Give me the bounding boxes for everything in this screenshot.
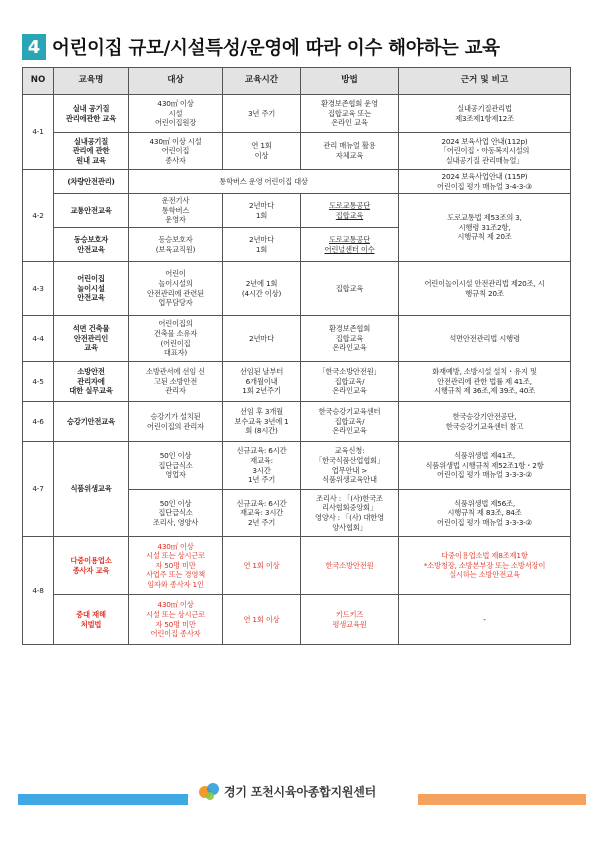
table-row	[23, 262, 571, 316]
edu-target: 어린이집의 건축물 소유자 (어린이집 대표자)	[129, 316, 223, 362]
edu-target: 430㎡ 이상 시설 어린이집원장	[129, 95, 223, 133]
table-row	[23, 95, 571, 133]
edu-basis: 식품위생법 제56조, 시행규칙 제 83조, 84조 어린이집 평가 매뉴얼 3-3-3-②	[399, 490, 571, 537]
edu-time: 연 1회 이상	[223, 537, 301, 595]
edu-basis: 도로교통법 제53조의 3, 시행령 31조2항, 시행규칙 제 20조	[399, 194, 571, 262]
edu-method: 한국소방안전원	[301, 537, 399, 595]
footer-logo	[198, 780, 376, 802]
edu-time: 선임 후 3개월 보수교육 3년에 1 회 (8시간)	[223, 402, 301, 442]
edu-time: 2년에 1회 (4시간 이상)	[223, 262, 301, 316]
col-header-name: 교육명	[54, 68, 129, 95]
edu-target: 어린이 놀이시설의 안전관리에 관련된 업무담당자	[129, 262, 223, 316]
row-no: 4-6	[23, 402, 54, 442]
edu-basis: 다중이용업소법 제8조제1항 *소방청장, 소방본부장 또는 소방서장이 실시하는 소방안전교육	[399, 537, 571, 595]
page-title: 어린이집 규모/시설특성/운영에 따라 이수 해야하는 교육	[52, 38, 500, 59]
table-row	[23, 442, 571, 490]
edu-basis: 실내공기질관리법 제3조제1항제12조	[399, 95, 571, 133]
edu-basis: 한국승강기안전공단, 한국승강기교육센터 참고	[399, 402, 571, 442]
row-no: 4-5	[23, 362, 54, 402]
table-row	[23, 316, 571, 362]
edu-method: 교육신청: 「한국식품산업협회」 업무안내 > 식품위생교육안내	[301, 442, 399, 490]
edu-method: 집합교육	[301, 262, 399, 316]
edu-target: 소방관서에 선임 신 고된 소방안전 관리자	[129, 362, 223, 402]
row-no: 4-8	[23, 537, 54, 645]
edu-method: 조리사 : 「(사)한국조 리사협회중앙회」 영양사 : 「(사) 대한영 양사협회」	[301, 490, 399, 537]
col-header-basis: 근거 및 비고	[399, 68, 571, 95]
edu-basis: 어린이놀이시설 안전관리법 제20조, 시 행규칙 20조	[399, 262, 571, 316]
edu-method: 한국승강기교육센터 집합교육/ 온라인교육	[301, 402, 399, 442]
edu-basis: 2024 보육사업안내 (115P) 어린이집 평가 매뉴얼 3-4-3-③	[399, 170, 571, 194]
row-no: 4-4	[23, 316, 54, 362]
edu-time: 선임된 날부터 6개월이내 1회 2년주기	[223, 362, 301, 402]
edu-name: (차량안전관리)	[54, 170, 129, 194]
edu-time: 신규교육: 6시간 재교육: 3시간 2년 주기	[223, 490, 301, 537]
edu-name: 실내공기질 관리에 관한 원내 교육	[54, 133, 129, 170]
edu-target: 430㎡ 이상 시설 또는 상시근로 자 50명 미만 사업주 또는 경영책 임자와 종사자 1인	[129, 537, 223, 595]
row-no: 4-7	[23, 442, 54, 537]
edu-method: 「한국소방안전원」 집합교육/ 온라인교육	[301, 362, 399, 402]
table-row	[23, 537, 571, 595]
edu-target: 50인 이상 집단급식소 조리사, 영양사	[129, 490, 223, 537]
edu-basis: -	[399, 595, 571, 645]
edu-target: 430㎡ 이상 시설 어린이집 종사자	[129, 133, 223, 170]
edu-name: 중대 재해 처벌법	[54, 595, 129, 645]
table-row	[23, 402, 571, 442]
edu-name: 어린이집 놀이시설 안전교육	[54, 262, 129, 316]
row-no: 4-1	[23, 95, 54, 170]
table-row	[23, 133, 571, 170]
edu-method: 키드키즈 평생교육원	[301, 595, 399, 645]
edu-time: 연 1회 이상	[223, 595, 301, 645]
table-header-row	[23, 68, 571, 95]
section-title	[22, 33, 500, 61]
edu-name: 소방안전 관리자에 대한 실무교육	[54, 362, 129, 402]
footer-bar-left	[18, 794, 188, 805]
edu-basis: 2024 보육사업 안내(112p) 「어린이집・아동복지시설의 실내공기질 관리매뉴얼」	[399, 133, 571, 170]
edu-method: 관리 매뉴얼 활용 자체교육	[301, 133, 399, 170]
table-row	[23, 170, 571, 194]
row-no: 4-2	[23, 170, 54, 262]
col-header-target: 대상	[129, 68, 223, 95]
edu-name: 다중이용업소 종사자 교육	[54, 537, 129, 595]
edu-target: 50인 이상 집단급식소 영업자	[129, 442, 223, 490]
edu-name: 실내 공기질 관리에관한 교육	[54, 95, 129, 133]
edu-time: 2년마다	[223, 316, 301, 362]
edu-time: 2년마다 1회	[223, 194, 301, 228]
edu-basis: 화재예방, 소방시설 설치・유지 및 안전관리에 관한 법률 제 41조, 시행규칙 제 36조,제 39조, 40조	[399, 362, 571, 402]
edu-name: 승강기안전교육	[54, 402, 129, 442]
edu-basis: 식품위생법 제41조, 식품위생법 시행규칙 제52조1항・2항 어린이집 평가 매뉴얼 3-3-3-②	[399, 442, 571, 490]
edu-name: 동승보호자 안전교육	[54, 228, 129, 262]
edu-target-span: 통학버스 운영 어린이집 대상	[129, 170, 399, 194]
edu-target: 승강기가 설치된 어린이집의 관리자	[129, 402, 223, 442]
edu-method: 도로교통공단 어린널센터 이수	[301, 228, 399, 262]
edu-basis: 석면안전관리법 시행령	[399, 316, 571, 362]
col-header-method: 방법	[301, 68, 399, 95]
footer-bar-right	[418, 794, 586, 805]
table-row	[23, 362, 571, 402]
edu-name: 식품위생교육	[54, 442, 129, 537]
edu-target: 동승보호자 (보육교직원)	[129, 228, 223, 262]
education-table	[22, 67, 571, 645]
edu-target: 430㎡ 이상 시설 또는 상시근로 자 50명 미만 어린이집 종사자	[129, 595, 223, 645]
table-row	[23, 194, 571, 228]
section-number-badge: 4	[22, 34, 46, 60]
edu-method: 환경보존협회 운영 집합교육 또는 온라인 교육	[301, 95, 399, 133]
edu-time: 연 1회 이상	[223, 133, 301, 170]
row-no: 4-3	[23, 262, 54, 316]
edu-target: 운전기사 통학버스 운영자	[129, 194, 223, 228]
edu-name: 교통안전교육	[54, 194, 129, 228]
edu-method: 환경보존협회 집합교육 온라인교육	[301, 316, 399, 362]
col-header-time: 교육시간	[223, 68, 301, 95]
edu-method: 도로교통공단 집합교육	[301, 194, 399, 228]
edu-name: 석면 건축물 안전관리인 교육	[54, 316, 129, 362]
edu-time: 3년 주기	[223, 95, 301, 133]
col-header-no: NO	[23, 68, 54, 95]
footer	[0, 770, 600, 840]
edu-time: 2년마다 1회	[223, 228, 301, 262]
edu-time: 신규교육: 6시간 재교육: 3시간 1년 주기	[223, 442, 301, 490]
center-logo-icon	[198, 780, 220, 802]
table-row	[23, 595, 571, 645]
org-name: 경기 포천시육아종합지원센터	[224, 784, 377, 799]
